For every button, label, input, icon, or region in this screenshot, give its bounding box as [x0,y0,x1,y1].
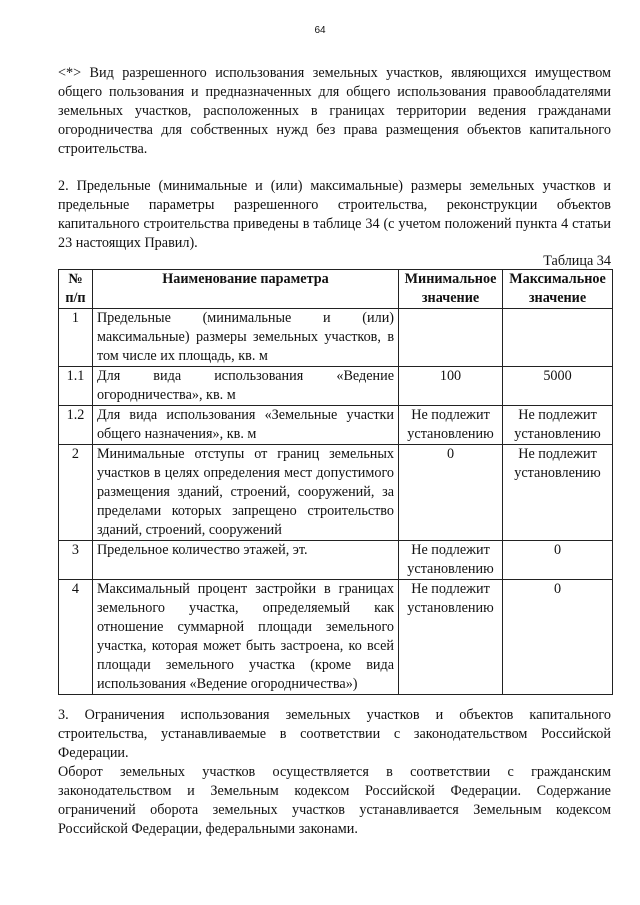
row-min [399,309,503,367]
land-circulation-text: Оборот земельных участков осуществляется в соответствии с гражданским законодательством и Земельным кодексом Российской Федерации. Содержание ограничений оборота земельных участков устанавливается Земельным кодексом Российской Федерации, федеральными законами. [58,764,611,837]
parameters-table [58,269,613,695]
row-number: 1.1 [59,367,93,406]
row-parameter: Максимальный процент застройки в границах земельного участка, определяемый как отношение суммарной площади земельного участка, которая может быть застроена, ко всей площади земельного участка (кроме вида использования «Ведение огородничества») [92,580,398,695]
footnote-paragraph [58,64,611,159]
header-number: № п/п [59,270,93,309]
row-min: 0 [399,445,503,541]
table-header-row [59,270,613,309]
row-max: 0 [503,541,613,580]
section-2-text: 2. Предельные (минимальные и (или) максимальные) размеры земельных участков и предельные параметры разрешенного строительства, реконструкции объектов капитального строительства приведены в таблице 34 (с учетом положений пункта 4 статьи 23 настоящих Правил). [58,178,611,251]
table-row [59,406,613,445]
row-number: 1.2 [59,406,93,445]
header-parameter: Наименование параметра [92,270,398,309]
row-parameter: Предельные (минимальные и (или) максимальные) размеры земельных участков, в том числе их площадь, кв. м [92,309,398,367]
table-row [59,580,613,695]
table-row [59,309,613,367]
section-3-paragraph [58,706,611,839]
row-max: 0 [503,580,613,695]
row-number: 1 [59,309,93,367]
row-max: 5000 [503,367,613,406]
page-number: 64 [314,25,326,36]
row-parameter: Минимальные отступы от границ земельных участков в целях определения мест допустимого размещения зданий, строений, сооружений, за пределами которых запрещено строительство зданий, строений, сооружений [92,445,398,541]
row-parameter: Предельное количество этажей, эт. [92,541,398,580]
row-max: Не подлежит установлению [503,406,613,445]
row-min: 100 [399,367,503,406]
section-2-paragraph [58,177,611,253]
row-max [503,309,613,367]
row-parameter: Для вида использования «Земельные участки общего назначения», кв. м [92,406,398,445]
table-row [59,367,613,406]
table-caption: Таблица 34 [543,253,611,269]
row-min: Не подлежит установлению [399,541,503,580]
table-row [59,445,613,541]
row-min: Не подлежит установлению [399,406,503,445]
row-number: 3 [59,541,93,580]
row-number: 2 [59,445,93,541]
row-parameter: Для вида использования «Ведение огородничества», кв. м [92,367,398,406]
row-max: Не подлежит установлению [503,445,613,541]
row-number: 4 [59,580,93,695]
row-min: Не подлежит установлению [399,580,503,695]
header-max: Максимальное значение [503,270,613,309]
footnote-text: <*> Вид разрешенного использования земельных участков, являющихся имуществом общего пользования и предназначенных для общего использования правообладателями земельных участков, расположенных в границах территории ведения гражданами огородничества для собственных нужд без права размещения объектов капитального строительства. [58,65,611,157]
table-row [59,541,613,580]
header-min: Минимальное значение [399,270,503,309]
section-3-text: 3. Ограничения использования земельных участков и объектов капитального строительства, устанавливаемые в соответствии с законодательством Российской Федерации. [58,707,611,761]
